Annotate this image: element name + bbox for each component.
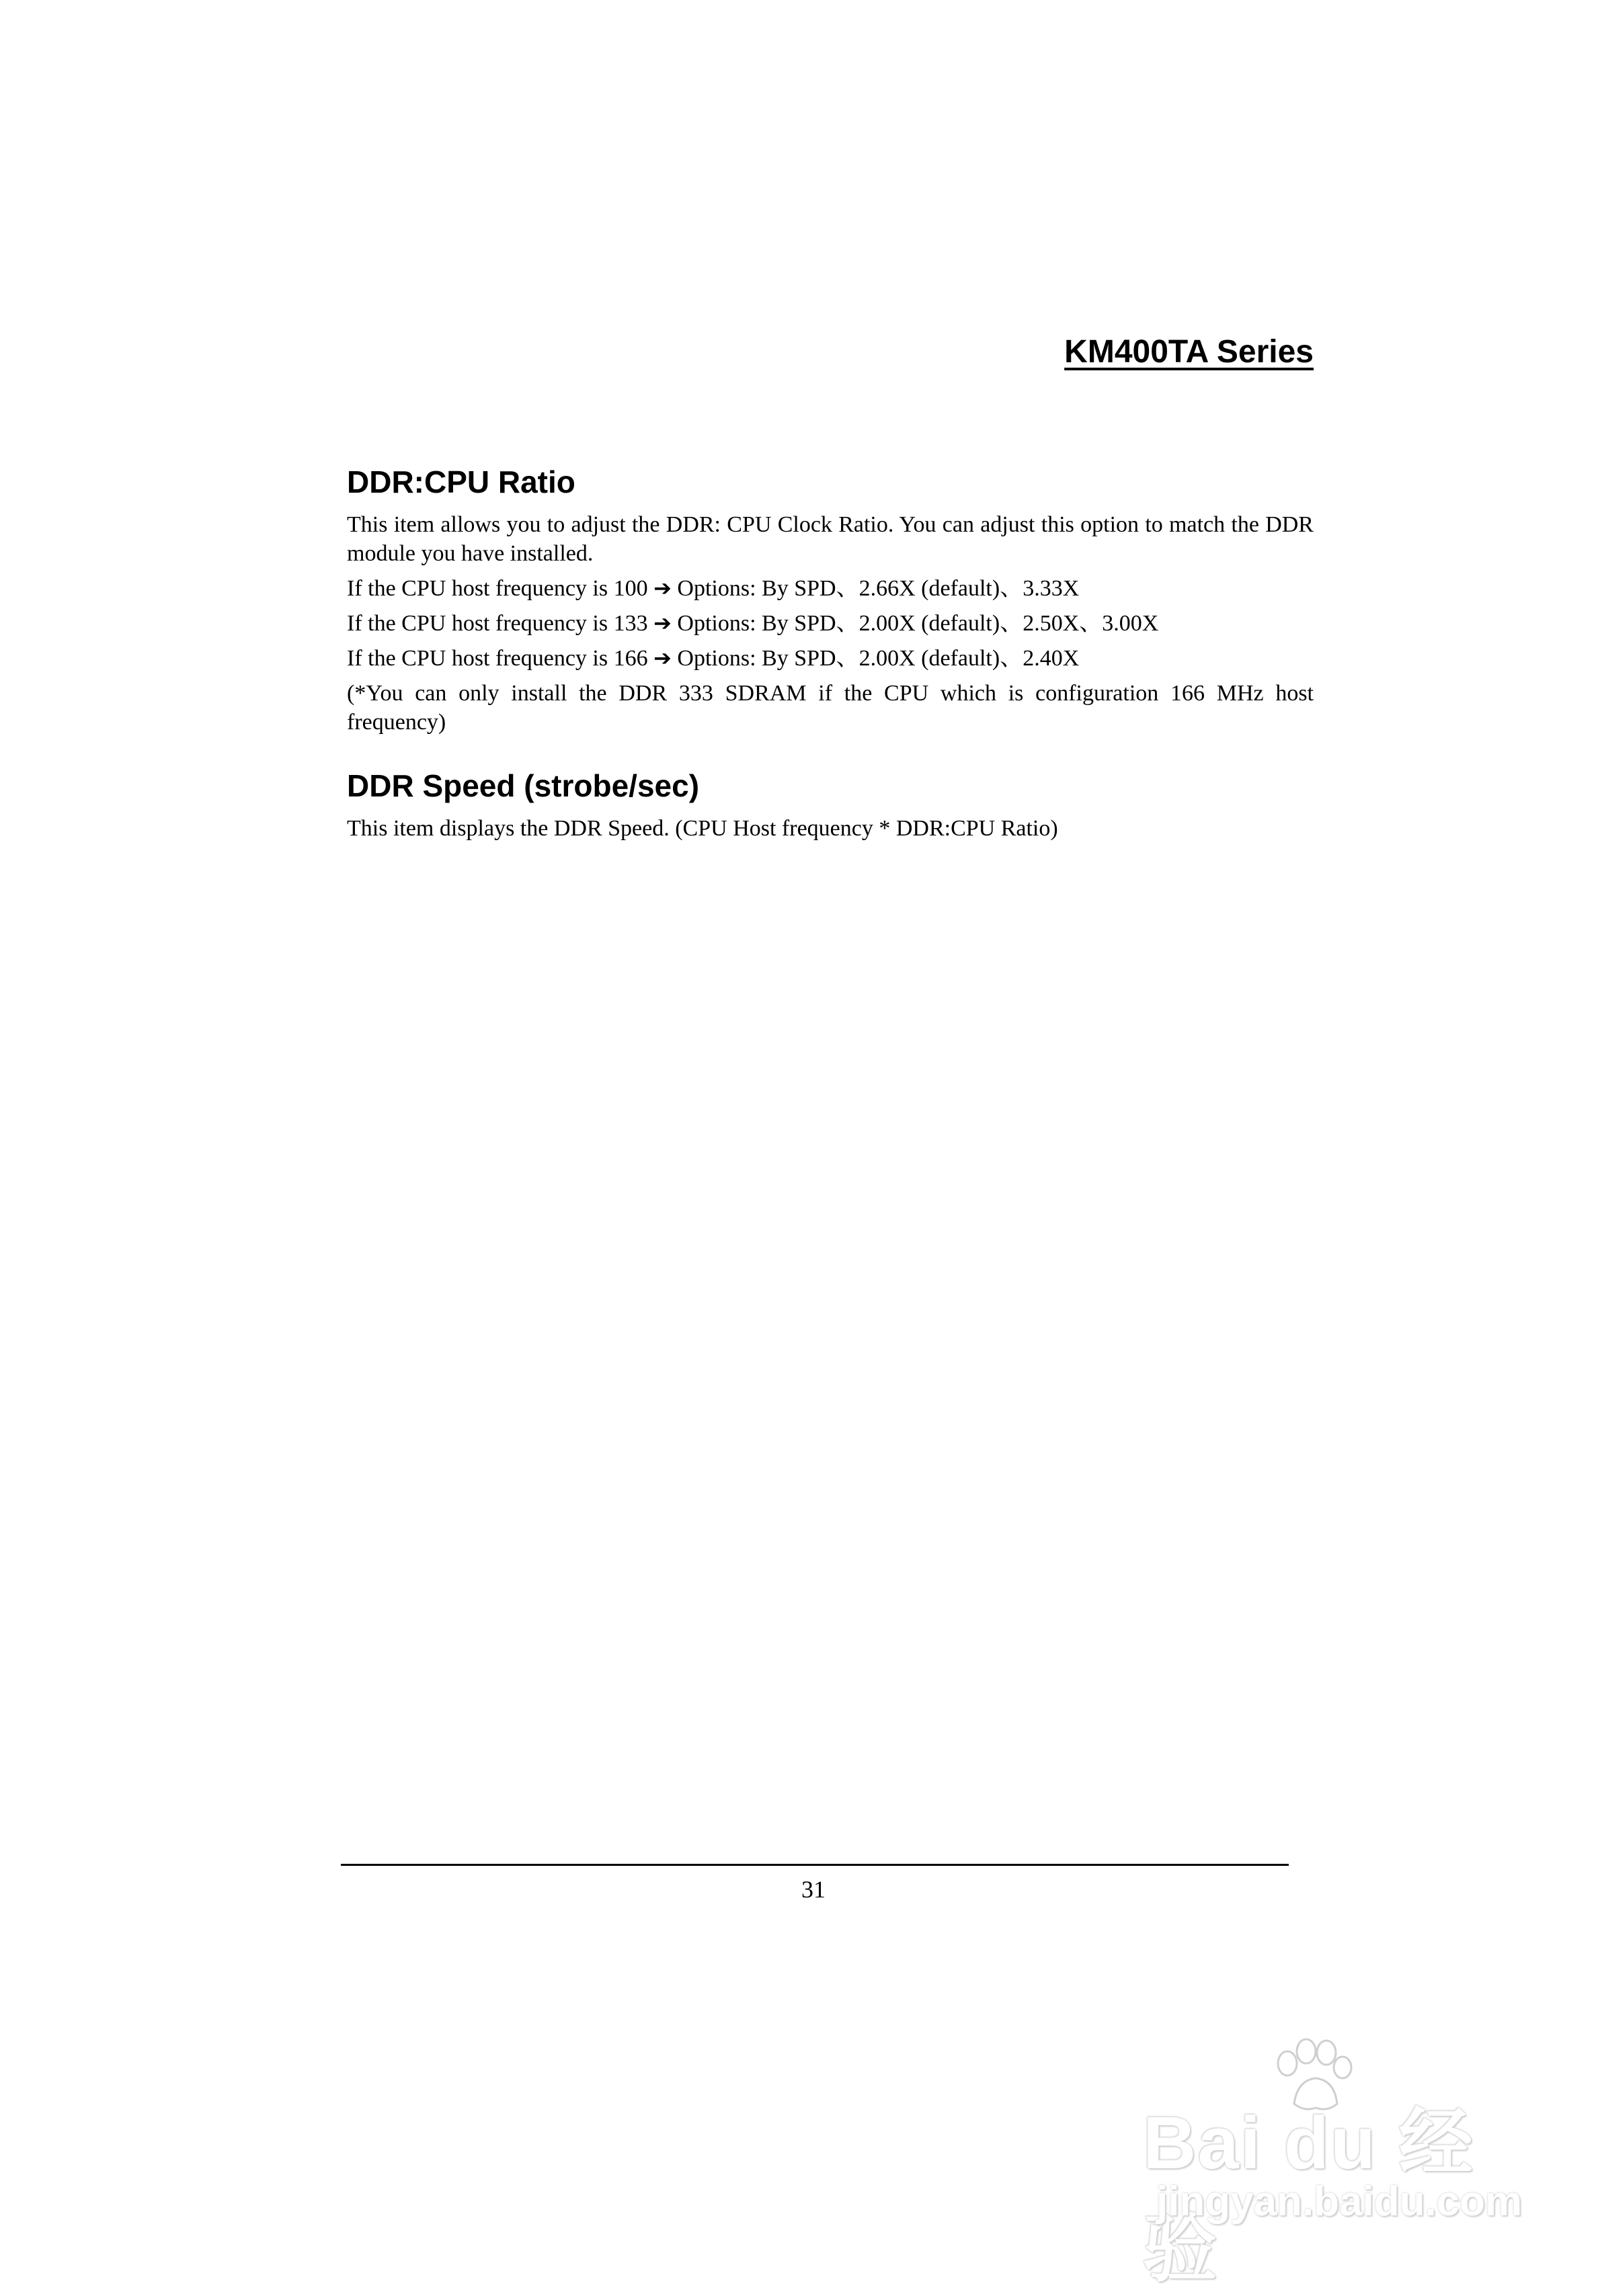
document-body [347, 464, 1314, 849]
footer-divider [341, 1864, 1289, 1866]
option-prefix: If the CPU host frequency is 133 [347, 611, 648, 637]
page-number: 31 [801, 1876, 826, 1903]
option-values: Options: By SPD、2.66X (default)、3.33X [677, 576, 1080, 602]
section-ddr-speed [347, 768, 1314, 843]
option-prefix: If the CPU host frequency is 166 [347, 646, 648, 671]
baidu-watermark [1143, 2037, 1523, 2291]
watermark-brand: Bai du 经验 [1143, 2102, 1474, 2291]
option-line-100 [347, 574, 1314, 603]
watermark-url: jingyan.baidu.com [1156, 2178, 1523, 2225]
page-header-title: KM400TA Series [1064, 334, 1314, 370]
option-values: Options: By SPD、2.00X (default)、2.40X [677, 646, 1080, 671]
option-values: Options: By SPD、2.00X (default)、2.50X、3.00X [677, 611, 1159, 637]
option-line-133 [347, 609, 1314, 638]
right-arrow-icon: ➔ [653, 575, 672, 602]
right-arrow-icon: ➔ [653, 645, 672, 671]
section-intro: This item allows you to adjust the DDR: CPU Clock Ratio. You can adjust this option to match the DDR module you have installed. [347, 512, 1314, 567]
section-heading: DDR Speed (strobe/sec) [347, 768, 700, 804]
section-ddr-cpu-ratio [347, 464, 1314, 737]
option-line-166 [347, 644, 1314, 673]
section-note: (*You can only install the DDR 333 SDRAM if the CPU which is configuration 166 MHz host frequency) [347, 681, 1314, 735]
section-intro: This item displays the DDR Speed. (CPU Host frequency * DDR:CPU Ratio) [347, 816, 1058, 842]
right-arrow-icon: ➔ [653, 610, 672, 637]
section-heading: DDR:CPU Ratio [347, 464, 575, 499]
option-prefix: If the CPU host frequency is 100 [347, 576, 648, 602]
